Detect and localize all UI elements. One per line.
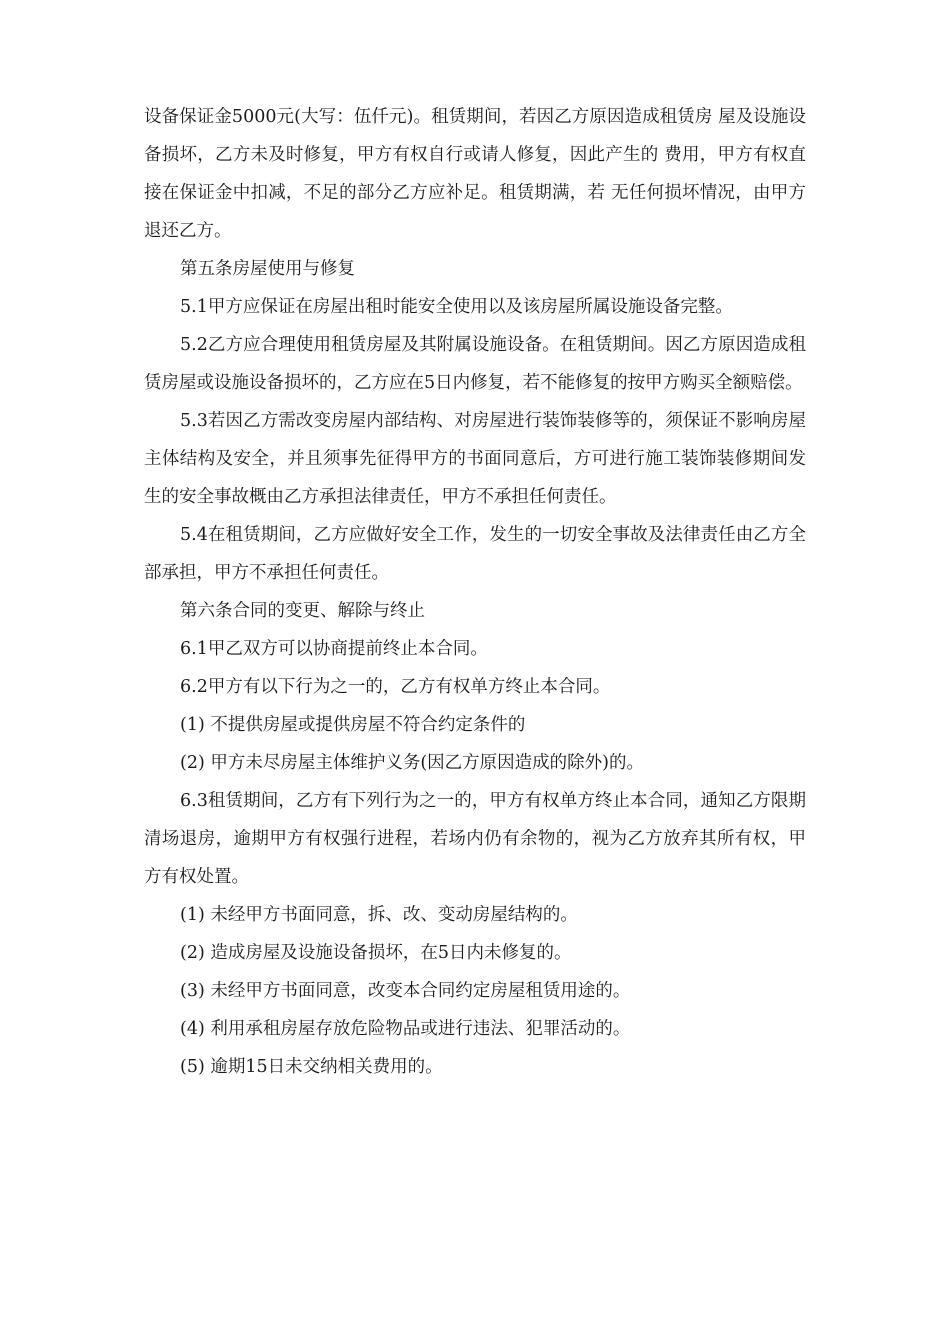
clause-5-2: 5.2乙方应合理使用租赁房屋及其附属设施设备。在租赁期间。因乙方原因造成租赁房屋或设施设备损坏的，乙方应在5日内修复，若不能修复的按甲方购买全额赔偿。 (144, 335, 806, 393)
clause-6-3-item-2: (2) 造成房屋及设施设备损坏，在5日内未修复的。 (180, 943, 572, 963)
clause-6-3-item-3: (3) 未经甲方书面同意，改变本合同约定房屋租赁用途的。 (180, 981, 631, 1001)
article-5-heading: 第五条房屋使用与修复 (180, 259, 355, 279)
article-6-heading: 第六条合同的变更、解除与终止 (180, 601, 425, 621)
paragraph-deposit: 设备保证金5000元(大写：伍仟元)。租赁期间，若因乙方原因造成租赁房 屋及设施设备损坏，乙方未及时修复，甲方有权自行或请人修复，因此产生的 费用，甲方有权直接在保证金中扣减，不足的部分乙方应补足。租赁期满，若 无任何损坏情况，由甲方退还乙方。 (144, 107, 806, 241)
clause-6-3: 6.3租赁期间，乙方有下列行为之一的，甲方有权单方终止本合同，通知乙方限期清场退房，逾期甲方有权强行进程，若场内仍有余物的，视为乙方放弃其所有权，甲方有权处置。 (144, 791, 806, 887)
clause-6-3-item-4: (4) 利用承租房屋存放危险物品或进行违法、犯罪活动的。 (180, 1019, 631, 1039)
clause-6-1: 6.1甲乙双方可以协商提前终止本合同。 (180, 639, 488, 659)
clause-6-2-item-1: (1) 不提供房屋或提供房屋不符合约定条件的 (180, 715, 526, 735)
clause-6-2-item-2: (2) 甲方未尽房屋主体维护义务(因乙方原因造成的除外)的。 (180, 753, 645, 773)
clause-6-2: 6.2甲方有以下行为之一的，乙方有权单方终止本合同。 (180, 677, 611, 697)
document-body (144, 98, 806, 1086)
clause-5-1: 5.1甲方应保证在房屋出租时能安全使用以及该房屋所属设施设备完整。 (180, 297, 733, 317)
clause-5-4: 5.4在租赁期间，乙方应做好安全工作，发生的一切安全事故及法律责任由乙方全部承担，甲方不承担任何责任。 (144, 525, 806, 583)
clause-6-3-item-5: (5) 逾期15日未交纳相关费用的。 (180, 1057, 443, 1077)
clause-6-3-item-1: (1) 未经甲方书面同意，拆、改、变动房屋结构的。 (180, 905, 578, 925)
clause-5-3: 5.3若因乙方需改变房屋内部结构、对房屋进行装饰装修等的，须保证不影响房屋主体结构及安全，并且须事先征得甲方的书面同意后，方可进行施工装饰装修期间发生的安全事故概由乙方承担法律责任，甲方不承担任何责任。 (144, 411, 806, 507)
